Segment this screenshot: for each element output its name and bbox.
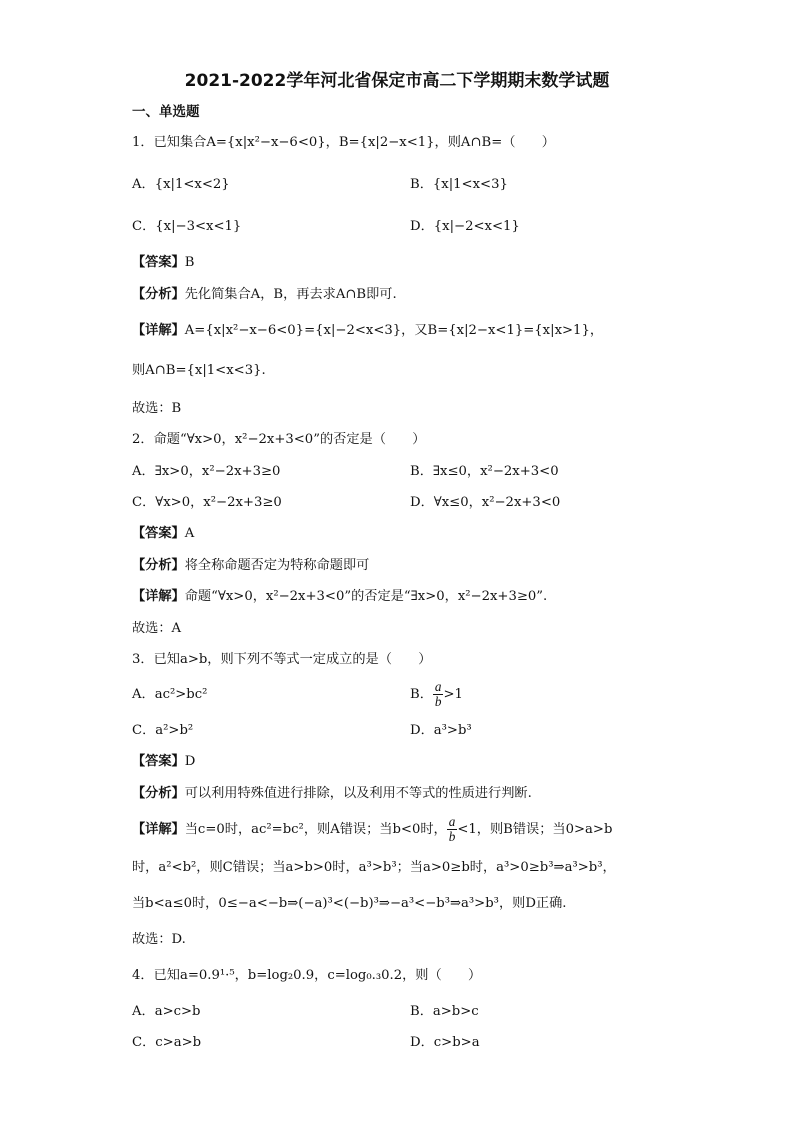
q4-option-c: C．c>a>b (132, 1035, 202, 1050)
q3-option-b-label: B． (410, 687, 433, 702)
q1-analysis (132, 286, 397, 304)
q2-choice: 故选：A (132, 621, 182, 636)
fraction-numerator: a (434, 679, 442, 694)
q3-detail-line-1b: <1，则B错误；当0>a>b (457, 822, 613, 837)
q3-option-b (410, 679, 463, 711)
q3-detail-line-3: 当b<a≤0时，0≤−a<−b⇒(−a)³<(−b)³⇒−a³<−b³⇒a³>b³，则D正确. (132, 896, 567, 911)
q3-analysis (132, 785, 532, 803)
q3-analysis-text: 可以利用特殊值进行排除，以及利用不等式的性质进行判断. (184, 786, 532, 801)
answer-tag: 【答案】 (132, 255, 185, 270)
q1-answer-value: B (184, 255, 195, 270)
q2-stem: 2．命题“∀x>0，x²−2x+3<0”的否定是（ ） (132, 432, 426, 447)
q1-choice: 故选：B (132, 401, 182, 416)
q3-detail-line-1a: 当c=0时，ac²=bc²，则A错误；当b<0时， (184, 822, 447, 837)
analysis-tag: 【分析】 (132, 558, 185, 573)
answer-tag: 【答案】 (132, 754, 185, 769)
q2-option-c: C．∀x>0，x²−2x+3≥0 (132, 495, 282, 510)
detail-tag: 【详解】 (132, 822, 185, 837)
q3-option-c: C．a²>b² (132, 723, 194, 738)
q1-detail-line-2: 则A∩B={x|1<x<3}. (132, 363, 266, 378)
q1-answer (132, 254, 194, 272)
fraction-numerator: a (448, 814, 456, 829)
q3-option-a: A．ac²>bc² (132, 687, 208, 702)
q2-analysis-text: 将全称命题否定为特称命题即可 (184, 558, 370, 573)
q1-option-d: D．{x|−2<x<1} (410, 219, 520, 234)
q2-option-a: A．∃x>0，x²−2x+3≥0 (132, 464, 281, 479)
fraction-denominator: b (448, 829, 456, 844)
q2-option-b: B．∃x≤0，x²−2x+3<0 (410, 464, 559, 479)
q1-option-c: C．{x|−3<x<1} (132, 219, 242, 234)
q3-option-d: D．a³>b³ (410, 723, 472, 738)
q3-answer (132, 753, 195, 771)
q4-option-d: D．c>b>a (410, 1035, 480, 1050)
page-title: 2021-2022学年河北省保定市高二下学期期末数学试题 (184, 71, 610, 91)
q1-analysis-text: 先化简集合A，B，再去求A∩B即可. (184, 287, 397, 302)
q3-detail-fraction (447, 815, 458, 844)
q3-detail-line-2: 时，a²<b²，则C错误；当a>b>0时，a³>b³；当a>0≥b时，a³>0≥b³⇒a³>b³， (132, 860, 616, 875)
q3-option-b-rest: >1 (443, 687, 463, 702)
analysis-tag: 【分析】 (132, 786, 185, 801)
q2-answer-value: A (184, 526, 195, 541)
analysis-tag: 【分析】 (132, 287, 185, 302)
q3-choice: 故选：D. (132, 932, 186, 947)
q1-detail (132, 322, 603, 340)
q4-option-b: B．a>b>c (410, 1004, 479, 1019)
q2-detail (132, 588, 547, 606)
section-heading: 一、单选题 (132, 104, 200, 120)
q3-option-b-fraction (433, 680, 444, 709)
q3-detail (132, 814, 612, 846)
answer-tag: 【答案】 (132, 526, 185, 541)
q1-detail-line-1: A={x|x²−x−6<0}={x|−2<x<3}，又B={x|2−x<1}={x|x>1}， (184, 323, 604, 338)
q2-detail-line-1: 命题“∀x>0，x²−2x+3<0”的否定是“∃x>0，x²−2x+3≥0”. (184, 589, 548, 604)
q1-option-b: B．{x|1<x<3} (410, 177, 508, 192)
q4-stem: 4．已知a=0.9¹·⁵，b=log₂0.9，c=log₀.₃0.2，则（ ） (132, 968, 482, 983)
q4-option-a: A．a>c>b (132, 1004, 201, 1019)
q1-option-a: A．{x|1<x<2} (132, 177, 230, 192)
q2-answer (132, 525, 194, 543)
q2-option-d: D．∀x≤0，x²−2x+3<0 (410, 495, 561, 510)
fraction-denominator: b (434, 694, 442, 709)
q2-analysis (132, 557, 369, 575)
q3-stem: 3．已知a>b，则下列不等式一定成立的是（ ） (132, 652, 432, 667)
q3-answer-value: D (184, 754, 196, 769)
q1-stem: 1．已知集合A={x|x²−x−6<0}，B={x|2−x<1}，则A∩B=（ ） (132, 135, 555, 150)
detail-tag: 【详解】 (132, 589, 185, 604)
detail-tag: 【详解】 (132, 323, 185, 338)
